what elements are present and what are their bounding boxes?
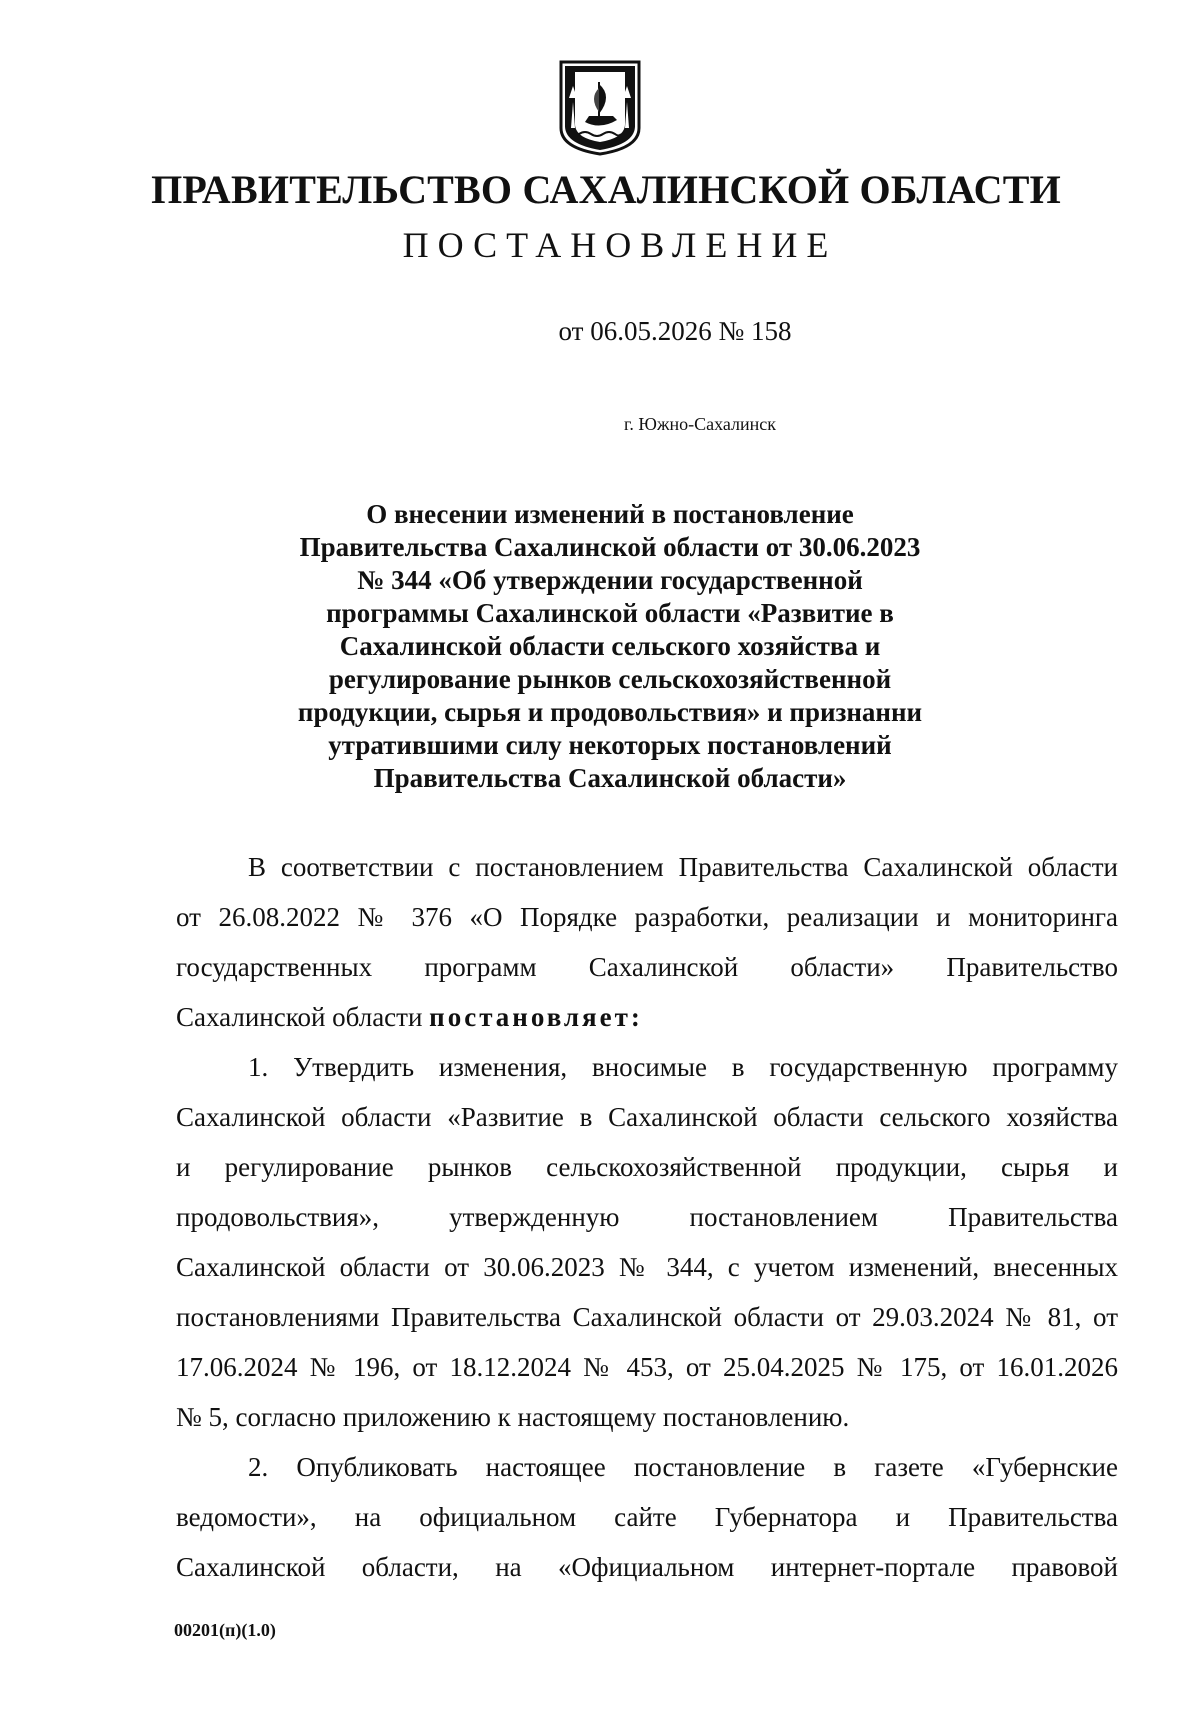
preamble-line: от 26.08.2022 № 376 «О Порядке разработки, реализации и мониторинга [176,902,1118,932]
item1-line: и регулирование рынков сельскохозяйственной продукции, сырья и [176,1152,1118,1182]
preamble-last-line [176,992,1118,1042]
subject-line: утратившими силу некоторых постановлений [328,730,892,760]
item1-line: Сахалинской области от 30.06.2023 № 344, с учетом изменений, внесенных [176,1252,1118,1282]
government-title: ПРАВИТЕЛЬСТВО САХАЛИНСКОЙ ОБЛАСТИ [151,167,1061,212]
preamble-line: Сахалинской области [176,1002,430,1032]
item2-line: Сахалинской области, на «Официальном интернет-портале правовой [176,1552,1118,1582]
item1-line: 1. Утвердить изменения, вносимые в государственную программу [248,1052,1118,1082]
item1-line: Сахалинской области «Развитие в Сахалинской области сельского хозяйства [176,1102,1118,1132]
subject-line: программы Сахалинской области «Развитие в [326,598,894,628]
form-code: 00201(п)(1.0) [174,1620,276,1640]
document-body [176,842,1118,1592]
item2-line: ведомости», на официальном сайте Губернатора и Правительства [176,1502,1118,1532]
item2-line: 2. Опубликовать настоящее постановление в газете «Губернские [248,1452,1118,1482]
subject-line: Правительства Сахалинской области от 30.06.2023 [299,532,921,562]
subject-line: регулирование рынков сельскохозяйственной [328,664,892,694]
subject-line: Правительства Сахалинской области» [373,763,847,793]
subject-line: Сахалинской области сельского хозяйства и [339,631,881,661]
document-place: г. Южно-Сахалинск [623,414,777,434]
preamble-line: государственных программ Сахалинской области» Правительство [176,952,1118,982]
item1-line: постановлениями Правительства Сахалинской области от 29.03.2024 № 81, от [176,1302,1118,1332]
subject-line: О внесении изменений в постановление [366,499,854,529]
item1-line: № 5, согласно приложению к настоящему постановлению. [176,1402,850,1432]
subject-line: продукции, сырья и продовольствия» и признанни [297,697,923,727]
document-subject [250,498,970,795]
item1-line: 17.06.2024 № 196, от 18.12.2024 № 453, от 25.04.2025 № 175, от 16.01.2026 [176,1352,1118,1382]
document-type: ПОСТАНОВЛЕНИЕ [402,225,838,265]
document-date-number: от 06.05.2026 № 158 [558,316,792,346]
preamble-line: В соответствии с постановлением Правительства Сахалинской области [248,852,1118,882]
item1-line: продовольствия», утвержденную постановлением Правительства [176,1202,1118,1232]
subject-line: № 344 «Об утверждении государственной [357,565,863,595]
decree-word: постановляет: [429,1002,643,1032]
coat-of-arms-icon [555,58,645,161]
